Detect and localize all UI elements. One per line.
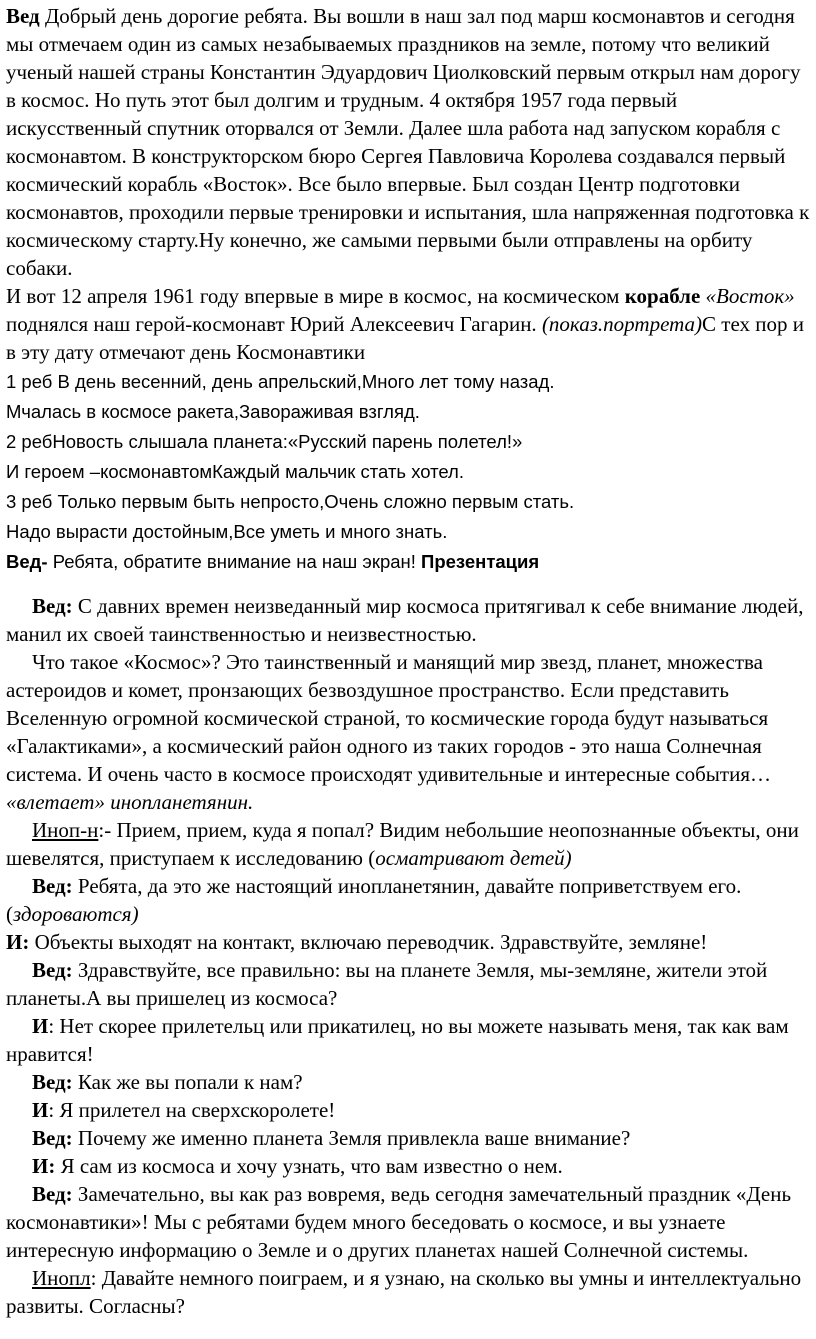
speaker-label: Инопл <box>32 1266 91 1290</box>
dialog-text: :- Прием, прием, куда я попал? Видим небольшие неопознанные объекты, они шевелятся, приступаем к исследованию ( <box>6 818 799 870</box>
dialog-paragraph <box>6 592 812 648</box>
intro-paragraph <box>6 2 812 282</box>
dialog-text: Я сам из космоса и хочу узнать, что вам известно о нем. <box>55 1154 563 1178</box>
gagarin-ship-name: «Восток» <box>705 284 795 308</box>
gagarin-bold-word: корабле <box>624 284 701 308</box>
speaker-label: Вед: <box>32 874 73 898</box>
gagarin-text-cont: поднялся наш герой-космонавт Юрий Алексеевич Гагарин. <box>6 312 542 336</box>
stage-direction: (показ.портрета) <box>541 312 703 336</box>
presentation-label: Презентация <box>421 551 540 572</box>
poem-line: Надо вырасти достойным,Все уметь и много знать. <box>6 521 448 542</box>
poem-line: 3 реб Только первым быть непросто,Очень сложно первым стать. <box>6 491 575 512</box>
dialog-text: : Я прилетел на сверхскоролете! <box>48 1098 336 1122</box>
dialog-text: С давних времен неизведанный мир космоса притягивал к себе внимание людей, манил их своей таинственностью и неизвестностью. <box>6 594 804 646</box>
document-page <box>6 2 812 1320</box>
poem-line: Мчалась в космосе ракета,Завораживая взгляд. <box>6 401 420 422</box>
speaker-label: Вед: <box>32 1126 73 1150</box>
dialog-text: : Нет скорее прилетельц или прикатилец, но вы можете называть меня, так как вам нравится! <box>6 1014 789 1066</box>
presentation-line <box>6 548 812 576</box>
dialog-text: : Давайте немного поиграем, и я узнаю, на сколько вы умны и интеллектуально развиты. Согласны? <box>6 1266 802 1318</box>
dialog-paragraph <box>6 816 812 872</box>
poem-line: И героем –космонавтомКаждый мальчик стать хотел. <box>6 461 464 482</box>
speaker-label: И <box>32 1014 49 1038</box>
speaker-label: Вед: <box>32 1182 73 1206</box>
stage-direction: здороваются) <box>13 902 139 926</box>
dialog-paragraph <box>6 1068 812 1096</box>
dialog-paragraph <box>6 1124 812 1152</box>
speaker-label: Вед: <box>32 594 73 618</box>
speaker-label: И: <box>6 930 30 954</box>
stage-direction: осматривают детей) <box>375 846 572 870</box>
dialog-paragraph <box>6 648 812 816</box>
dialog-text: Здравствуйте, все правильно: вы на планете Земля, мы-земляне, жители этой планеты.А вы пришелец из космоса? <box>6 958 768 1010</box>
presentation-text: Ребята, обратите внимание на наш экран! <box>47 551 422 572</box>
gagarin-paragraph <box>6 282 812 366</box>
speaker-label: И <box>32 1098 49 1122</box>
dialog-paragraph <box>6 1180 812 1264</box>
dialog-text: Как же вы попали к нам? <box>72 1070 303 1094</box>
speaker-label: И: <box>32 1154 56 1178</box>
poem-line: 2 ребНовость слышала планета:«Русский парень полетел!» <box>6 431 523 452</box>
dialog-text: Ребята, да это же настоящий инопланетянин, давайте поприветствуем его. ( <box>6 874 742 926</box>
speaker-label: Вед: <box>32 1070 73 1094</box>
dialog-paragraph <box>6 1152 812 1180</box>
intro-text: Добрый день дорогие ребята. Вы вошли в наш зал под марш космонавтов и сегодня мы отмечаем один из самых незабываемых праздников на земле, потому что великий ученый нашей страны Константин Эдуардович Циолковский первым открыл нам дорогу в космос. Но путь этот был долгим и трудным. 4 октября 1957 года первый искусственный спутник оторвался от Земли. Далее шла работа над запуском корабля с космонавтом. В конструкторском бюро Сергея Павловича Королева создавался первый космический корабль «Восток». Все было впервые. Был создан Центр подготовки космонавтов, проходили первые тренировки и испытания, шла напряженная подготовка к космическому старту.Ну конечно, же самыми первыми были отправлены на орбиту собаки. <box>6 4 810 280</box>
speaker-label: Вед <box>6 4 40 28</box>
dialog-paragraph <box>6 1096 812 1124</box>
gagarin-text-end: С тех пор и в эту дату отмечают день Космонавтики <box>6 312 804 364</box>
gagarin-text: И вот 12 апреля 1961 году впервые в мире в космос, на космическом <box>6 284 625 308</box>
stage-direction: «влетает» инопланетянин. <box>6 790 254 814</box>
dialog-text: Замечательно, вы как раз вовремя, ведь сегодня замечательный праздник «День космонавтики»! Мы с ребятами будем много беседовать о космосе, и вы узнаете интересную информацию о Земле и о других планетах нашей Солнечной системы. <box>6 1182 792 1262</box>
dialog-text: Что такое «Космос»? Это таинственный и манящий мир звезд, планет, множества астероидов и комет, пронзающих безвоздушное пространство. Если представить Вселенную огромной космической страной, то космические города будут называться «Галактиками», а космический район одного из таких городов - это наша Солнечная система. И очень часто в космосе происходят удивительные и интересные события… <box>6 650 771 786</box>
speaker-label: Вед: <box>32 958 73 982</box>
dialog-paragraph <box>6 956 812 1012</box>
dialog-paragraph <box>6 928 812 956</box>
speaker-label: Вед- <box>6 551 48 572</box>
dialog-paragraph <box>6 1264 812 1320</box>
dialog-paragraph <box>6 1012 812 1068</box>
dialog-text: Объекты выходят на контакт, включаю переводчик. Здравствуйте, земляне! <box>29 930 708 954</box>
dialog-paragraph <box>6 872 812 928</box>
dialog-text: Почему же именно планета Земля привлекла ваше внимание? <box>72 1126 631 1150</box>
speaker-label: Иноп-н <box>32 818 99 842</box>
poem-line: 1 реб В день весенний, день апрельский,Много лет тому назад. <box>6 371 555 392</box>
